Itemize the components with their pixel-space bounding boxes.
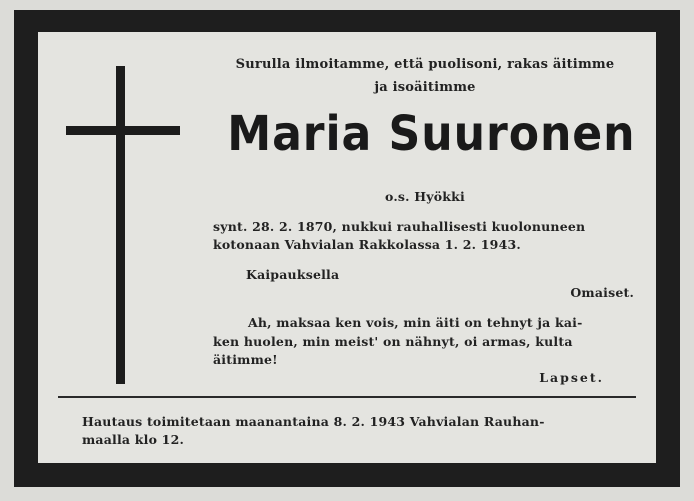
cross-icon-crossbar xyxy=(66,126,180,135)
mourning-border-bottom xyxy=(14,463,680,487)
longing-text: Kaipauksella xyxy=(246,267,340,282)
cross-icon xyxy=(116,66,125,384)
verse-line-1: Ah, maksaa ken vois, min äiti on tehnyt ja kai- xyxy=(248,315,583,330)
mourning-border-left xyxy=(14,32,38,463)
divider-rule xyxy=(58,396,636,398)
signature-family: Omaiset. xyxy=(570,285,634,300)
funeral-line-2: maalla klo 12. xyxy=(82,432,185,447)
verse-line-2: ken huolen, min meist' on nähnyt, oi armas, kulta xyxy=(213,334,573,349)
born-line-1: synt. 28. 2. 1870, nukkui rauhallisesti kuolonuneen xyxy=(213,219,586,234)
intro-line-1: Surulla ilmoitamme, että puolisoni, rakas äitimme xyxy=(235,57,615,72)
signature-children: Lapset. xyxy=(539,370,604,385)
intro-line-2: ja isoäitimme xyxy=(374,80,476,95)
maiden-name: o.s. Hyökki xyxy=(385,189,465,204)
verse-line-3: äitimme! xyxy=(213,352,278,367)
mourning-border-top xyxy=(14,10,680,32)
deceased-name: Maria Suuronen xyxy=(227,106,636,162)
mourning-border-right xyxy=(656,32,680,463)
born-line-2: kotonaan Vahvialan Rakkolassa 1. 2. 1943. xyxy=(213,237,521,252)
funeral-line-1: Hautaus toimitetaan maanantaina 8. 2. 1943 Vahvialan Rauhan- xyxy=(82,414,545,429)
